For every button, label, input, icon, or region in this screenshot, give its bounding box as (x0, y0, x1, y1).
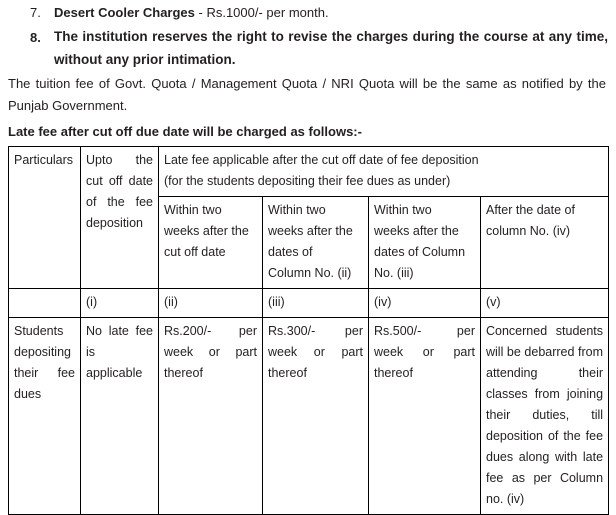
list-item-8 (8, 25, 608, 71)
tuition-fee-note: The tuition fee of Govt. Quota / Management Quota / NRI Quota will be the same as notified by the Punjab Government. (8, 76, 606, 113)
list-marker: 8. (30, 30, 41, 45)
header-line: weeks after the (374, 224, 459, 238)
header-merged-line-1: Late fee applicable after the cut off date of fee deposition (164, 153, 479, 167)
header-line: After the date of (486, 203, 575, 217)
list-item-8-text: The institution reserves the right to revise the charges during the course at any time, without any prior intimation. (54, 29, 608, 67)
numeral-i: (i) (81, 289, 159, 318)
table-header-row-1 (9, 147, 609, 197)
header-merged-late-fee (159, 147, 609, 197)
late-fee-table (8, 146, 609, 515)
late-fee-heading: Late fee after cut off due date will be charged as follows:- (8, 124, 362, 139)
cell-column-i: No late fee is applicable (81, 318, 159, 515)
table-row (9, 318, 609, 515)
header-particulars: Particulars (9, 147, 81, 289)
numeral-iv: (iv) (369, 289, 481, 318)
header-line: Column No. (ii) (268, 266, 352, 280)
header-line: Within two (164, 203, 222, 217)
header-line: weeks after the (268, 224, 353, 238)
list-item-7-detail: - Rs.1000/- per month. (194, 5, 329, 20)
header-merged-line-2: (for the students depositing their fee dues as under) (164, 174, 451, 188)
cell-column-v: Concerned students will be debarred from attending their classes from joining their duties, till deposition of the fee dues along with late fee as per Column no. (iv) (481, 318, 609, 515)
table-numeral-row (9, 289, 609, 318)
header-line: cut off date (164, 245, 226, 259)
header-column-ii (159, 197, 263, 289)
header-line: dates of Column (374, 245, 466, 259)
list-marker: 7. (30, 5, 41, 20)
cell-column-iii: Rs.300/- per week or part thereof (263, 318, 369, 515)
header-line: column No. (iv) (486, 224, 571, 238)
header-line: Within two (374, 203, 432, 217)
numeral-v: (v) (481, 289, 609, 318)
numbered-list (8, 0, 608, 71)
cell-column-ii: Rs.200/- per week or part thereof (159, 318, 263, 515)
numeral-particulars (9, 289, 81, 318)
list-item-7 (8, 0, 608, 24)
header-column-iii (263, 197, 369, 289)
header-line: weeks after the (164, 224, 249, 238)
cell-column-iv: Rs.500/- per week or part thereof (369, 318, 481, 515)
header-column-v (481, 197, 609, 289)
header-line: dates of (268, 245, 313, 259)
list-item-7-title: Desert Cooler Charges (54, 5, 195, 20)
header-line: Within two (268, 203, 326, 217)
numeral-iii: (iii) (263, 289, 369, 318)
header-column-iv (369, 197, 481, 289)
numeral-ii: (ii) (159, 289, 263, 318)
cell-particulars: Students depositing their fee dues (9, 318, 81, 515)
header-line: No. (iii) (374, 266, 414, 280)
header-column-i: Upto the cut off date of the fee deposition (81, 147, 159, 289)
